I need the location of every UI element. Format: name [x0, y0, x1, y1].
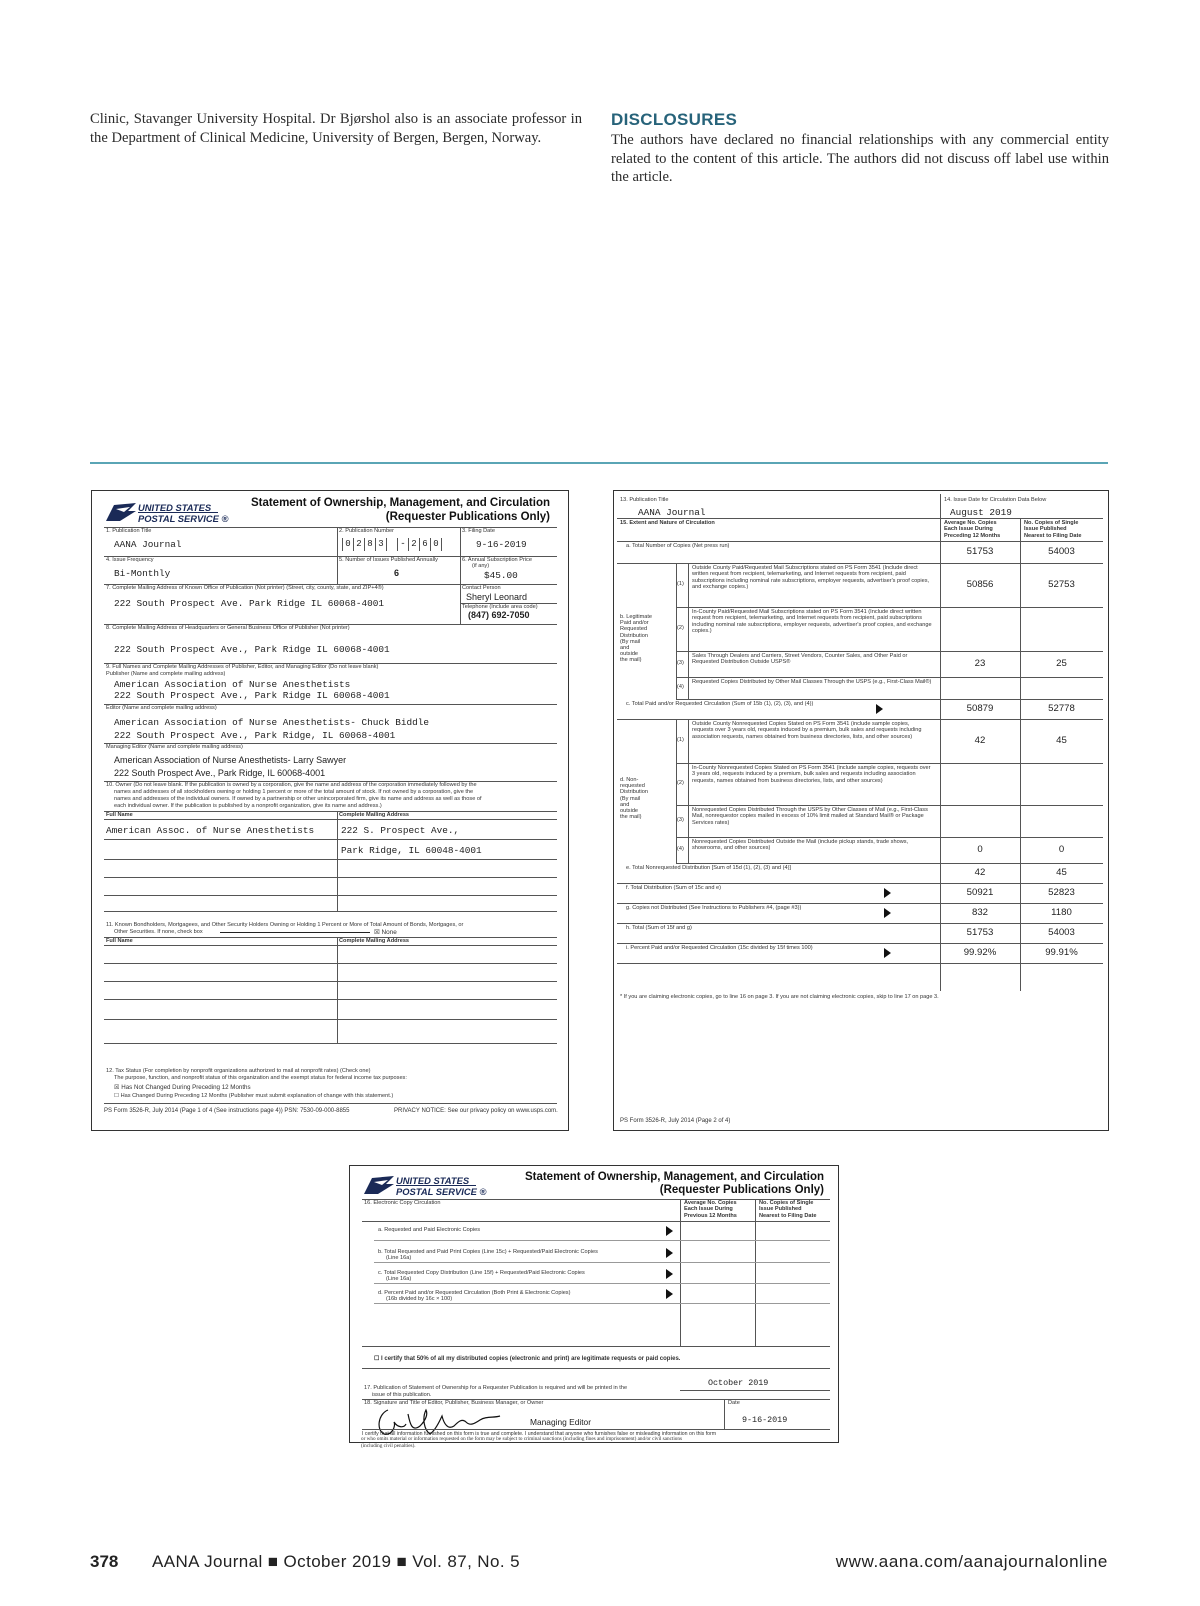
field17-text-2: issue of this publication. [372, 1392, 432, 1398]
disclosures-heading: DISCLOSURES [611, 110, 738, 129]
headquarters-address-value: 222 South Prospect Ave., Park Ridge IL 60068-4001 [114, 644, 390, 655]
nonrequested-distribution-label: d. Non- requested Distribution (By mail and outside the mail) [620, 777, 648, 821]
known-office-address-value: 222 South Prospect Ave. Park Ridge IL 60068-4001 [114, 598, 385, 609]
row-number: (2) [677, 780, 684, 786]
field5-label: 5. Number of Issues Published Annually [339, 557, 438, 563]
issue-frequency-value: Bi-Monthly [114, 568, 171, 579]
circulation-row-label: g. Copies not Distributed (See Instructions to Publishers #4, (page #3)) [626, 905, 802, 911]
filing-date-value: 9-16-2019 [476, 539, 527, 550]
field12-text-2: The purpose, function, and nonprofit status of this organization and the exempt status for federal income tax purposes: [114, 1075, 407, 1081]
row-arrow-icon [666, 1289, 673, 1299]
electronic-row-label-2: (Line 16a) [386, 1276, 412, 1282]
electronic-row-label-2: (Line 16a) [386, 1255, 412, 1261]
editor-label: Editor (Name and complete mailing address) [106, 705, 217, 711]
circulation-row-label: c. Total Paid and/or Requested Circulation (Sum of 15b (1), (2), (3), and (4)) [626, 701, 814, 707]
avg-copies-value: 50856 [966, 579, 994, 590]
single-issue-header: No. Copies of Single Issue Published Nearest to Filing Date [1024, 520, 1082, 539]
single-issue-value: 52823 [1048, 887, 1075, 898]
row-arrow-icon [666, 1269, 673, 1279]
field4-label: 4. Issue Frequency [106, 557, 154, 563]
single-issue-value: 0 [1058, 844, 1065, 855]
field16-label: 16. Electronic Copy Circulation [364, 1200, 441, 1206]
field1-label: 1. Publication Title [106, 528, 152, 534]
avg-copies-value: 51753 [966, 927, 994, 938]
field11-text-2: Other Securities. If none, check box [114, 929, 203, 935]
form2-footer: PS Form 3526-R, July 2014 (Page 2 of 4) [620, 1118, 731, 1124]
field14-label: 14. Issue Date for Circulation Data Below [944, 497, 1047, 503]
electronic-row-label: a. Requested and Paid Electronic Copies [378, 1227, 480, 1233]
ps-form-3526r-page3 [349, 1165, 839, 1443]
field7-label: 7. Complete Mailing Address of Known Office of Publication (Not printer) (Street, city, county, state, and ZIP+4®) [106, 585, 384, 591]
logo-text-line1: UNITED STATES [396, 1175, 470, 1186]
row-number: (3) [677, 660, 684, 666]
publication-number-digit: 2 [353, 538, 364, 551]
field6-sublabel: (if any) [472, 563, 490, 569]
single-issue-header: No. Copies of Single Issue Published Nearest to Filing Date [759, 1200, 817, 1219]
legitimate-distribution-label: b. Legitimate Paid and/or Requested Distribution (By mail and outside the mail) [620, 614, 653, 664]
avg-copies-value: 42 [974, 735, 986, 746]
field11-none-checkbox[interactable]: ☒ None [374, 929, 397, 936]
contact-person-label: Contact Person [462, 585, 501, 591]
logo-text-line1: UNITED STATES [138, 502, 212, 513]
logo-text-line2: POSTAL SERVICE ® [396, 1186, 487, 1197]
circulation-row-label: Outside County Paid/Requested Mail Subscriptions stated on PS Form 3541 (Include direct written request from recipient, telemarketing, and Internet requests from recipient, paid subscriptions including nominal rate subscriptions, employer requests, advertiser's proof copies, and exchange copies.) [692, 565, 930, 591]
managing-editor-address-value: 222 South Prospect Ave., Park Ridge, IL 60068-4001 [114, 768, 326, 778]
publication-number-digit: - [397, 538, 408, 551]
circulation-row-label: Sales Through Dealers and Carriers, Street Vendors, Counter Sales, and Other Paid or Requested Distribution Outside USPS® [692, 653, 908, 666]
publication-number-digit: 3 [375, 538, 386, 551]
telephone-label: Telephone (Include area code) [462, 604, 538, 610]
single-issue-value: 52753 [1048, 579, 1075, 590]
circulation-row-label: Outside County Nonrequested Copies Stated on PS Form 3541 (include sample copies, requests over 3 years old, requests induced by a premium, bulk sales and requests including association requests, names obtained from business directories, lists, and other sources) [692, 721, 922, 740]
section-divider [90, 462, 1108, 464]
row-arrow-icon [884, 908, 891, 918]
date-label: Date [728, 1400, 740, 1406]
publication-number-digit: 2 [408, 538, 419, 551]
owner-name-value: American Assoc. of Nurse Anesthetists [106, 825, 315, 836]
editor-name-value: American Association of Nurse Anesthetists- Chuck Biddle [114, 717, 430, 728]
circulation-row-label: h. Total (Sum of 15f and g) [626, 925, 692, 931]
telephone-value: (847) 692-7050 [468, 610, 530, 620]
publication-number-digit [386, 538, 397, 551]
publisher-address-value: 222 South Prospect Ave., Park Ridge IL 60068-4001 [114, 690, 390, 701]
ps-form-3526r-page1 [91, 490, 569, 1131]
certification-statement-line3: (including civil penalties). [361, 1443, 416, 1449]
journal-citation: AANA Journal ■ October 2019 ■ Vol. 87, No. 5 [152, 1552, 520, 1571]
page-number: 378 [90, 1552, 119, 1571]
signer-title-value: Managing Editor [530, 1417, 591, 1427]
certify-50-percent-checkbox[interactable]: ☐ I certify that 50% of all my distributed copies (electronic and print) are legitimate requests or paid copies. [374, 1356, 681, 1362]
publication-number-digit: 6 [419, 538, 430, 551]
usps-eagle-icon [364, 1174, 394, 1196]
form-subtitle: (Requester Publications Only) [385, 511, 550, 523]
avg-copies-value: 99.92% [963, 947, 997, 958]
bondholder-address-header: Complete Mailing Address [339, 938, 410, 944]
electronic-row-label: c. Total Requested Copy Distribution (Line 15f) + Requested/Paid Electronic Copies [378, 1270, 585, 1276]
signature-date-value: 9-16-2019 [742, 1415, 788, 1425]
row-number: (3) [677, 817, 684, 823]
avg-copies-value: 23 [974, 658, 986, 669]
tax-status-unchanged-checkbox[interactable]: ☒ Has Not Changed During Preceding 12 Months [114, 1084, 251, 1091]
issues-annually-value: 6 [394, 568, 400, 578]
row-arrow-icon [876, 704, 883, 714]
avg-copies-value: 50921 [966, 887, 994, 898]
field13-label: 13. Publication Title [620, 497, 669, 503]
field3-label: 3. Filing Date [462, 528, 495, 534]
form-title: Statement of Ownership, Management, and Circulation [250, 497, 550, 509]
single-issue-value: 54003 [1048, 546, 1075, 557]
bondholder-fullname-header: Full Name [106, 938, 133, 944]
row-number: (2) [677, 625, 684, 631]
field10-text-4: each individual owner. If the publication is published by a nonprofit organization, give its name and address.) [114, 803, 382, 809]
publisher-label: Publisher (Name and complete mailing address) [106, 671, 226, 677]
publisher-name-value: American Association of Nurse Anesthetists [114, 679, 351, 690]
single-issue-value: 54003 [1048, 927, 1075, 938]
row-arrow-icon [884, 948, 891, 958]
field9-label: 9. Full Names and Complete Mailing Addresses of Publisher, Editor, and Managing Editor (Do not leave blank) [106, 664, 379, 670]
avg-copies-header: Average No. Copies Each Issue During Previous 12 Months [684, 1200, 737, 1219]
avg-copies-value: 50879 [966, 703, 994, 714]
field11-text: 11. Known Bondholders, Mortgagees, and Other Security Holders Owning or Holding 1 Percent or More of Total Amount of Bonds, Mortgages, or [106, 922, 464, 928]
issue-date-value: August 2019 [950, 507, 1012, 518]
row-arrow-icon [666, 1226, 673, 1236]
field10-text: 10. Owner (Do not leave blank. If the publication is owned by a corporation, give the name and address of the corporation immediately followed by the [106, 782, 477, 788]
circulation-row-label: In-County Paid/Requested Mail Subscriptions stated on PS Form 3541 (Include direct written request from recipient, telemarketing, and Internet requests from recipient, paid subscriptions including nominal rate subscriptions, employer requests, advertiser's proof copies, and exchange copies.) [692, 609, 932, 635]
form1-footer: PS Form 3526-R, July 2014 (Page 1 of 4 (See instructions page 4)) PSN: 7530-09-000-8855 [104, 1108, 350, 1114]
logo-text-line2: POSTAL SERVICE ® [138, 513, 229, 524]
owner-fullname-header: Full Name [106, 812, 133, 818]
managing-editor-label: Managing Editor (Name and complete mailing address) [106, 744, 243, 750]
field10-text-2: names and addresses of all stockholders owning or holding 1 percent or more of the total amount of stock. If not owned by a corporation, give the [114, 789, 474, 795]
ps-form-3526r-page2 [613, 490, 1109, 1131]
row-number: (4) [677, 846, 684, 852]
form-title: Statement of Ownership, Management, and Circulation [524, 1171, 824, 1183]
owner-address-line2: Park Ridge, IL 60048-4001 [341, 845, 482, 856]
circulation-row-label: Nonrequested Copies Distributed Outside the Mail (include pickup stands, trade shows, showrooms, and other sources) [692, 839, 909, 852]
circulation-row-label: Nonrequested Copies Distributed Through the USPS by Other Classes of Mail (e.g., First-Class Mail, nonrequestor copies mailed in excess of 10% limit mailed at Standard Mail® or Package Services rates) [692, 807, 928, 826]
publication-title-value: AANA Journal [638, 507, 706, 518]
avg-copies-value: 42 [974, 867, 986, 878]
privacy-notice: PRIVACY NOTICE: See our privacy policy on www.usps.com. [394, 1108, 558, 1114]
row-arrow-icon [884, 888, 891, 898]
editor-address-value: 222 South Prospect Ave., Park Ridge, IL 60068-4001 [114, 730, 396, 741]
field6-label: 6. Annual Subscription Price [462, 557, 532, 563]
field15-label: 15. Extent and Nature of Circulation [620, 520, 715, 526]
field17-text: 17. Publication of Statement of Ownership for a Requester Publication is required and will be printed in the [364, 1385, 628, 1391]
journal-url: www.aana.com/aanajournalonline [835, 1552, 1108, 1571]
field12-text: 12. Tax Status (For completion by nonprofit organizations authorized to mail at nonprofit rates) (Check one) [106, 1068, 371, 1074]
contact-person-value: Sheryl Leonard [466, 592, 528, 602]
single-issue-value: 1180 [1051, 907, 1072, 918]
publication-number-digit: 8 [364, 538, 375, 551]
circulation-row-label: e. Total Nonrequested Distribution [Sum of 15d (1), (2), (3) and (4)] [626, 865, 791, 871]
field8-label: 8. Complete Mailing Address of Headquarters or General Business Office of Publisher (Not printer) [106, 625, 350, 631]
publication-issue-value: October 2019 [708, 1378, 769, 1388]
avg-copies-value: 51753 [966, 546, 994, 557]
usps-eagle-icon [106, 501, 136, 523]
publication-number-digit: 0 [342, 538, 353, 551]
row-number: (1) [677, 581, 684, 587]
publication-number-digit: 0 [430, 538, 442, 551]
row-number: (1) [677, 737, 684, 743]
publication-title-value: AANA Journal [114, 539, 182, 550]
circulation-row-label: a. Total Number of Copies (Net press run) [626, 543, 730, 549]
managing-editor-name-value: American Association of Nurse Anesthetists- Larry Sawyer [114, 755, 347, 765]
owner-address-header: Complete Mailing Address [339, 812, 410, 818]
single-issue-value: 45 [1056, 867, 1067, 878]
certification-statement-line2: or who omits material or information requested on the form may be subject to criminal sanctions (including fines and imprisonment) and/or civil sanctions [361, 1436, 682, 1442]
circulation-row-label: f. Total Distribution (Sum of 15c and e) [626, 885, 722, 891]
owner-address-line1: 222 S. Prospect Ave., [341, 825, 460, 836]
avg-copies-header: Average No. Copies Each Issue During Preceding 12 Months [944, 520, 1001, 539]
disclosures-text: The authors have declared no financial relationships with any commercial entity related to the content of this article. The authors did not discuss off label use within the article. [611, 132, 1109, 185]
author-affiliation-text: Clinic, Stavanger University Hospital. Dr Bjørshol also is an associate professor in the Department of Clinical Medicine, University of Bergen, Bergen, Norway. [90, 111, 582, 146]
avg-copies-value: 832 [971, 907, 988, 918]
row-number: (4) [677, 684, 684, 690]
electronic-row-label-2: (16b divided by 16c × 100) [386, 1296, 453, 1302]
circulation-row-label: Requested Copies Distributed by Other Mail Classes Through the USPS (e.g., First-Class Mail®) [692, 679, 932, 685]
single-issue-value: 25 [1056, 658, 1067, 669]
single-issue-value: 45 [1056, 735, 1067, 746]
field18-label: 18. Signature and Title of Editor, Publisher, Business Manager, or Owner [364, 1400, 544, 1406]
tax-status-changed-checkbox[interactable]: ☐ Has Changed During Preceding 12 Months (Publisher must submit explanation of change with this statement.) [114, 1093, 394, 1099]
subscription-price-value: $45.00 [484, 570, 518, 581]
electronic-copies-note: * If you are claiming electronic copies, go to line 16 on page 3. If you are not claiming electronic copies, skip to line 17 on page 3. [620, 994, 939, 1000]
circulation-row-label: i. Percent Paid and/or Requested Circulation (15c divided by 15f times 100) [626, 945, 813, 951]
circulation-row-label: In-County Nonrequested Copies Stated on PS Form 3541 (include sample copies, requests over 3 years old, requests induced by a premium, bulk sales and requests including association requests, names obtained from business directories, lists, and other sources) [692, 765, 931, 784]
row-arrow-icon [666, 1248, 673, 1258]
single-issue-value: 99.91% [1045, 947, 1078, 958]
electronic-row-label: d. Percent Paid and/or Requested Circulation (Both Print & Electronic Copies) [378, 1290, 571, 1296]
field2-label: 2. Publication Number [339, 528, 395, 534]
form-subtitle: (Requester Publications Only) [659, 1184, 824, 1196]
single-issue-value: 52778 [1048, 703, 1075, 714]
certification-statement: I certify that all information furnished on this form is true and complete. I understand that anyone who furnishes false or misleading information on this form [362, 1431, 717, 1437]
field10-text-3: names and addresses of the individual owners. If owned by a partnership or other unincorporated firm, give its name and address as well as those of [114, 796, 482, 802]
avg-copies-value: 0 [977, 844, 983, 855]
electronic-row-label: b. Total Requested and Paid Print Copies (Line 15c) + Requested/Paid Electronic Copies [378, 1249, 598, 1255]
